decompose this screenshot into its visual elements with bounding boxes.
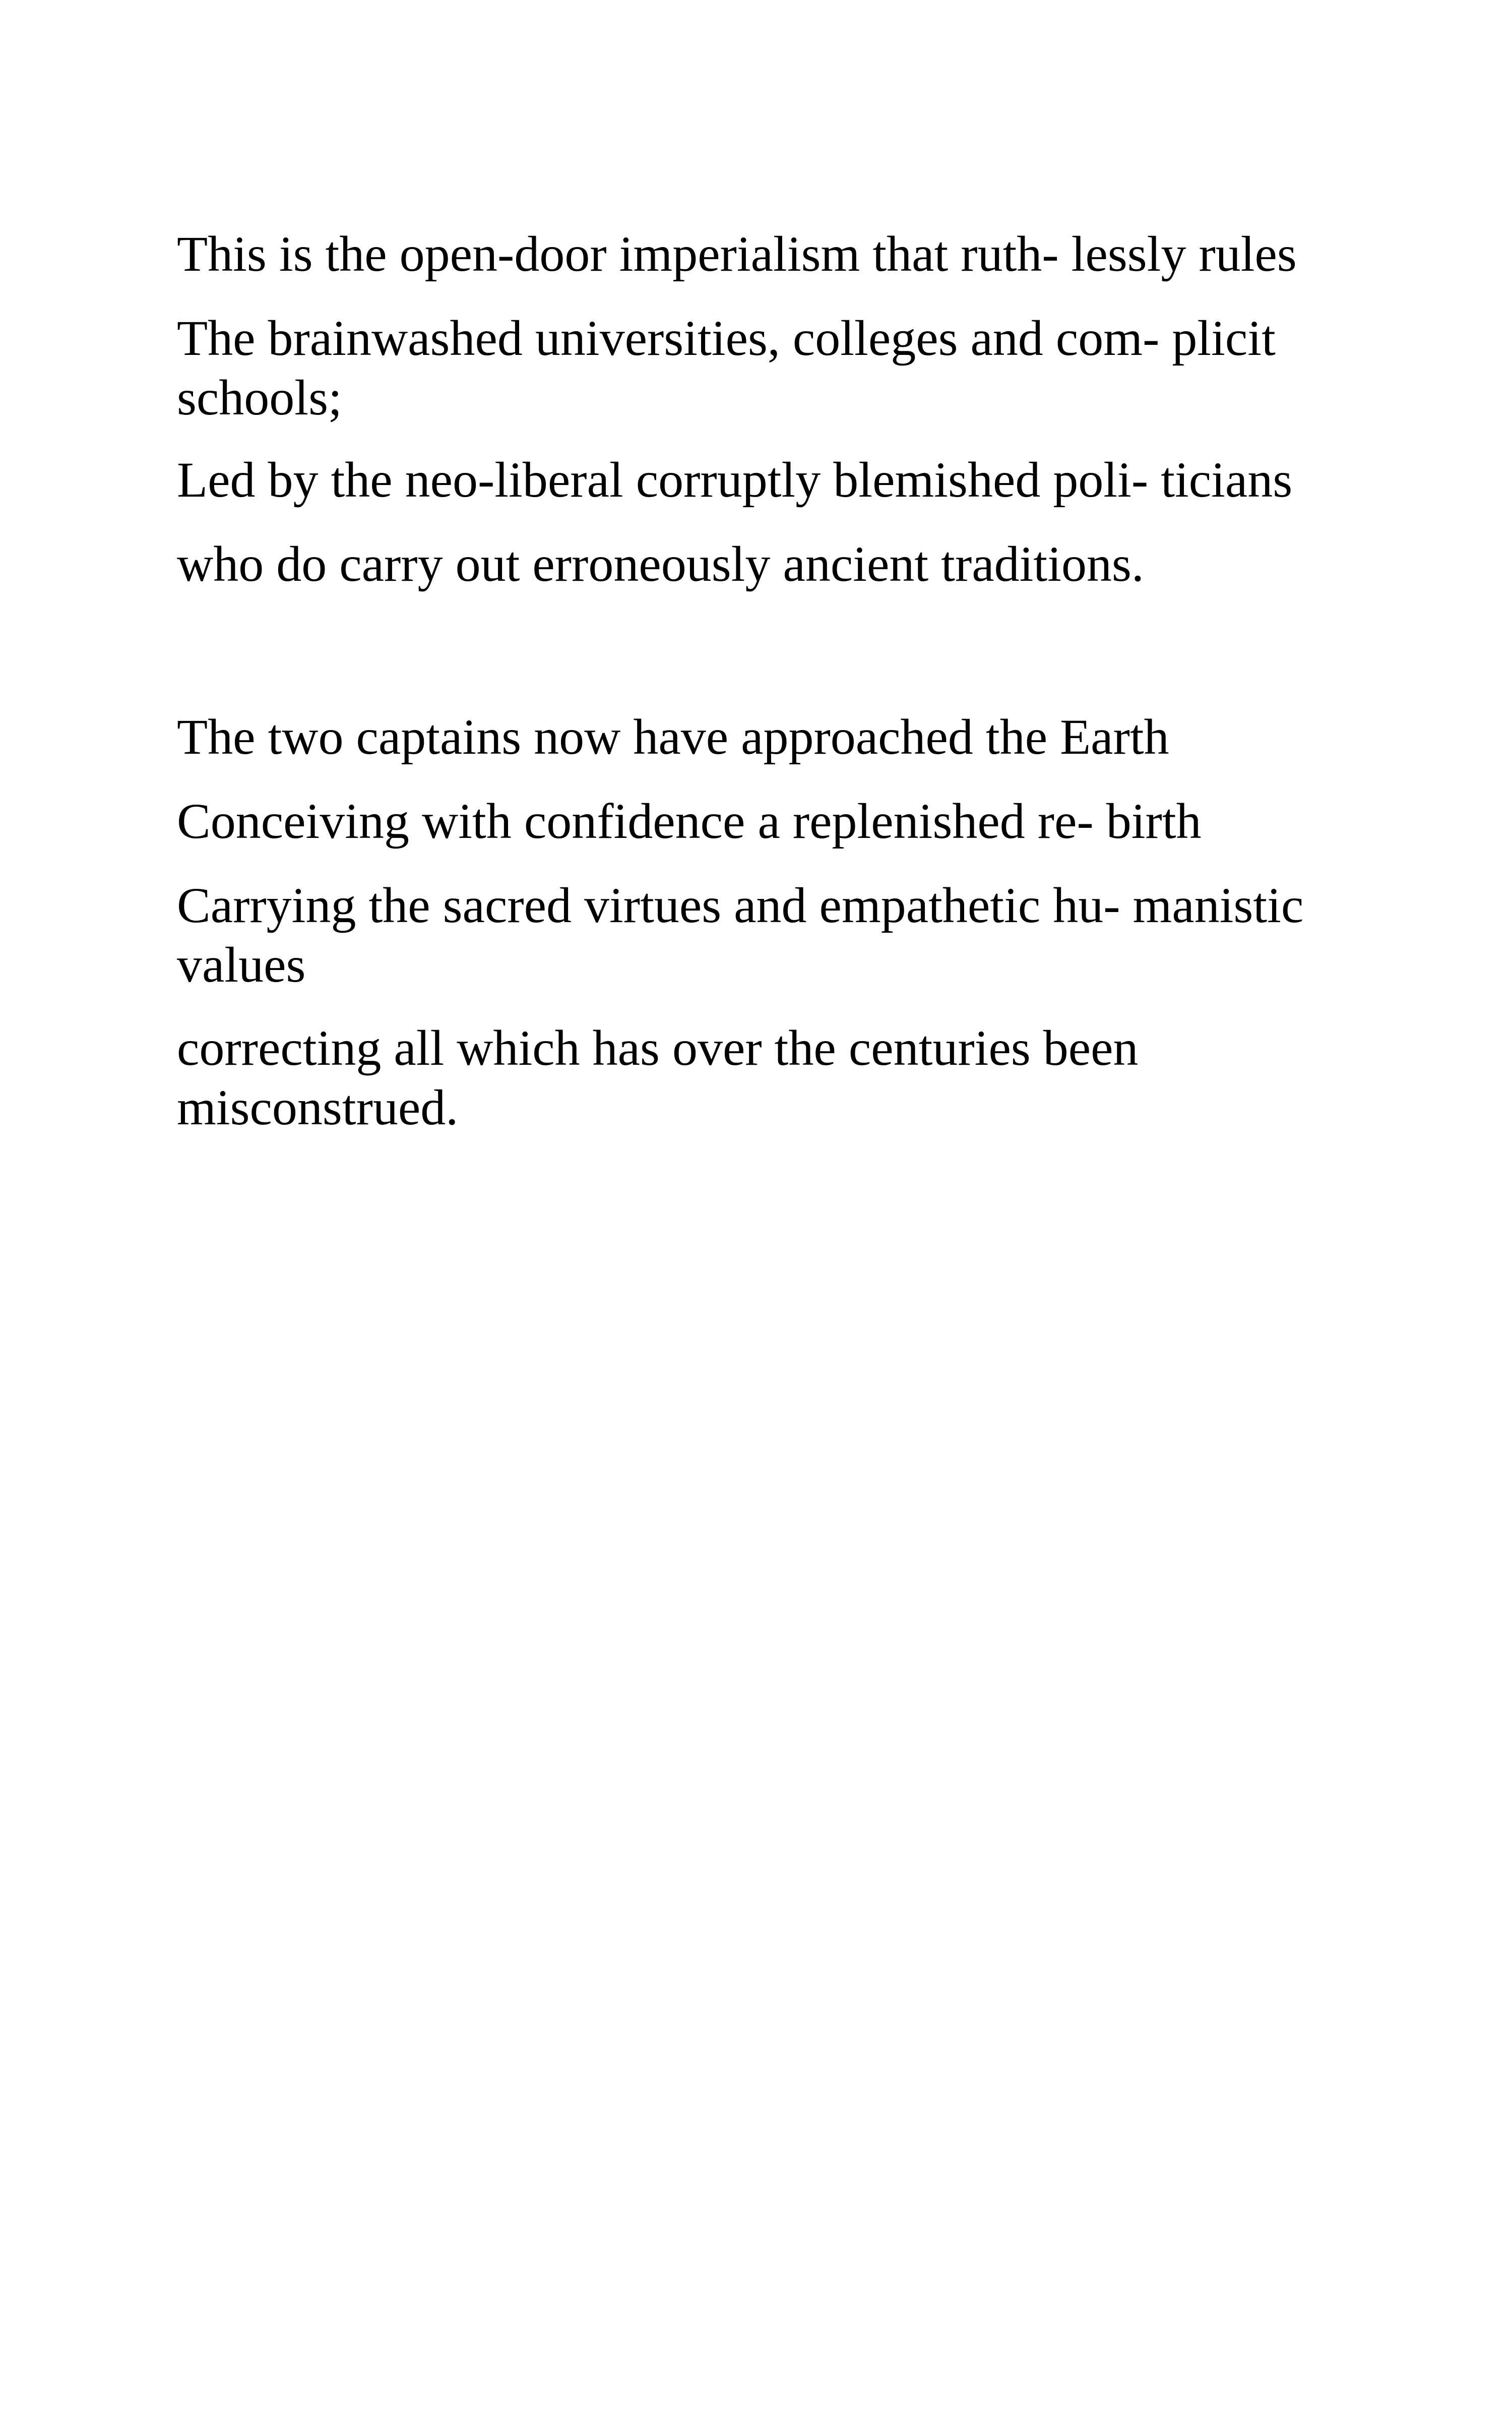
- poem-line: correcting all which has over the centuries been misconstrued.: [177, 1020, 1139, 1135]
- poem-line: Conceiving with confidence a replenished re- birth: [177, 793, 1202, 849]
- poem-line: This is the open-door imperialism that ruth- lessly rules: [177, 226, 1297, 282]
- poem-line: The two captains now have approached the Earth: [177, 709, 1169, 765]
- poem-line: Led by the neo-liberal corruptly blemished poli- ticians: [177, 452, 1293, 508]
- poem-line: Carrying the sacred virtues and empathetic hu- manistic values: [177, 877, 1304, 993]
- poem-line: The brainwashed universities, colleges and com- plicit schools;: [177, 310, 1276, 426]
- poem-line: who do carry out erroneously ancient traditions.: [177, 536, 1144, 592]
